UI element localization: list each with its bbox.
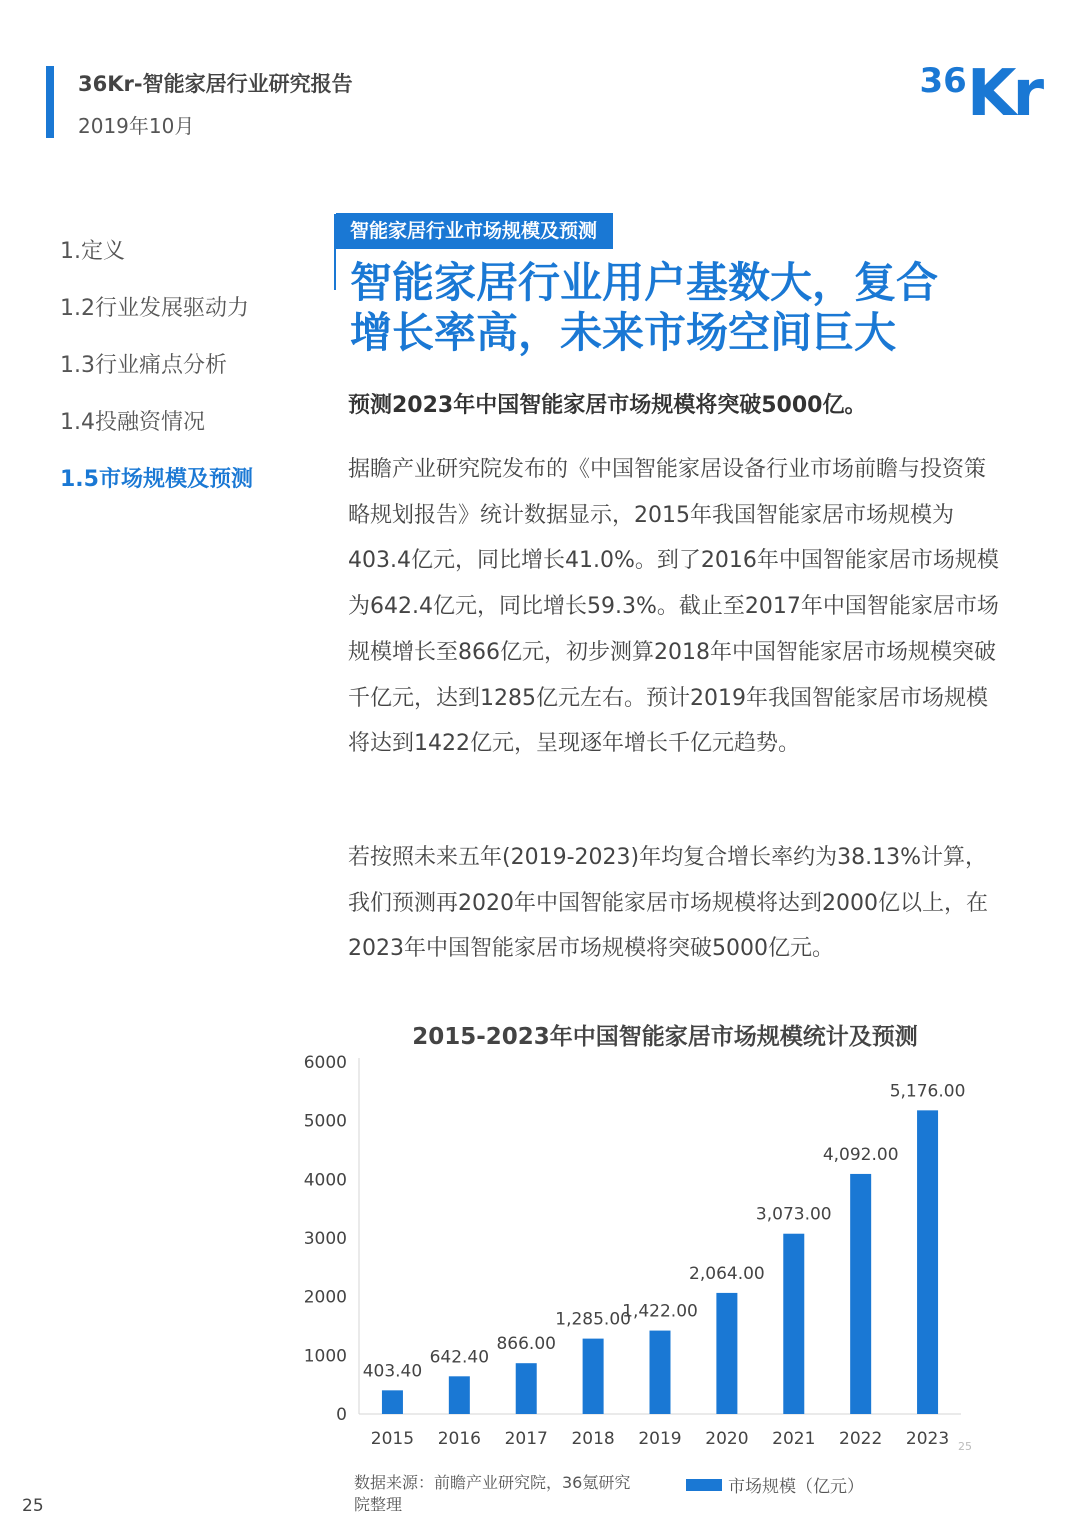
- bar-2018: [583, 1339, 604, 1414]
- bar-2021: [783, 1234, 804, 1414]
- data-label-2023: 5,176.00: [889, 1081, 966, 1102]
- data-label-2020: 2,064.00: [689, 1263, 765, 1284]
- body-paragraph-2: 若按照未来五年(2019-2023)年均复合增长率约为38.13%计算，我们预测再2020年中国智能家居市场规模将达到2000亿以上，在2023年中国智能家居市场规模将突破5000亿元。: [348, 845, 988, 962]
- y-tick-label: 3000: [303, 1229, 347, 1249]
- data-label-2015: 403.40: [362, 1361, 423, 1382]
- x-tick-label-2015: 2015: [370, 1429, 415, 1449]
- x-tick-label-2017: 2017: [504, 1429, 548, 1449]
- body-paragraph-1: 据瞻产业研究院发布的《中国智能家居设备行业市场前瞻与投资策略规划报告》统计数据显示，2015年我国智能家居市场规模为403.4亿元，同比增长41.0%。到了2016年中国智能家居市场规模为642.4亿元，同比增长59.3%。截止至2017年中国智能家居市场规模增长至866亿元，初步测算2018年中国智能家居市场规模突破千亿元，达到1285亿元左右。预计2019年我国智能家居市场规模将达到1422亿元，呈现逐年增长千亿元趋势。: [348, 457, 999, 757]
- bar-2016: [449, 1376, 470, 1414]
- x-tick-label-2016: 2016: [437, 1429, 481, 1449]
- toc-item-financing[interactable]: 1.4投融资情况: [60, 410, 205, 435]
- page-number-small: 25: [958, 1440, 972, 1453]
- report-title: 36Kr-智能家居行业研究报告: [78, 72, 353, 96]
- legend-label: 市场规模（亿元）: [728, 1477, 864, 1497]
- bar-2019: [650, 1331, 671, 1414]
- data-label-2019: 1,422.00: [622, 1301, 698, 1322]
- market-size-bar-chart: [290, 1040, 980, 1460]
- y-tick-label: 6000: [303, 1053, 347, 1073]
- x-tick-label-2018: 2018: [571, 1429, 615, 1449]
- toc-item-definition[interactable]: 1.定义: [60, 239, 125, 264]
- headline: [350, 258, 1010, 358]
- x-tick-label-2021: 2021: [772, 1429, 816, 1449]
- y-tick-label: 2000: [303, 1287, 347, 1308]
- bar-2015: [382, 1390, 403, 1414]
- logo-36kr: [919, 56, 1040, 131]
- bar-2022: [850, 1174, 871, 1414]
- toc-item-drivers[interactable]: 1.2行业发展驱动力: [60, 296, 249, 321]
- subheadline: 预测2023年中国智能家居市场规模将突破5000亿。: [348, 393, 867, 418]
- data-label-2018: 1,285.00: [555, 1309, 631, 1330]
- toc-item-market-size[interactable]: 1.5市场规模及预测: [60, 467, 253, 492]
- data-label-2016: 642.40: [429, 1347, 490, 1368]
- y-tick-label: 4000: [303, 1170, 347, 1191]
- y-tick-label: 1000: [303, 1346, 347, 1367]
- data-label-2022: 4,092.00: [822, 1144, 899, 1165]
- chart-legend: [686, 1472, 864, 1497]
- bar-2020: [716, 1293, 737, 1414]
- y-tick-label: 5000: [303, 1111, 347, 1132]
- table-of-contents: [60, 236, 320, 521]
- bar-2023: [917, 1110, 938, 1414]
- page-number: 25: [22, 1496, 44, 1516]
- data-label-2021: 3,073.00: [755, 1204, 832, 1225]
- headline-line-1: 智能家居行业用户基数大，复合: [350, 258, 939, 307]
- header-accent-bar: [46, 66, 54, 138]
- x-tick-label-2023: 2023: [905, 1429, 950, 1449]
- data-source-note: 数据来源：前瞻产业研究院，36氪研究院整理: [354, 1473, 631, 1514]
- chart-title: 2015-2023年中国智能家居市场规模统计及预测: [412, 1024, 918, 1050]
- x-tick-label-2019: 2019: [638, 1429, 682, 1449]
- headline-line-2: 增长率高，未来市场空间巨大: [350, 308, 897, 357]
- toc-item-pain-points[interactable]: 1.3行业痛点分析: [60, 353, 227, 378]
- x-tick-label-2022: 2022: [839, 1429, 883, 1449]
- report-date: 2019年10月: [78, 114, 195, 138]
- logo-number: 36: [919, 61, 967, 101]
- section-tag: 智能家居行业市场规模及预测: [336, 213, 613, 249]
- bar-2017: [516, 1363, 537, 1414]
- x-tick-label-2020: 2020: [705, 1429, 749, 1449]
- logo-letters: Kr: [966, 57, 1040, 131]
- data-label-2017: 866.00: [496, 1334, 556, 1355]
- legend-swatch: [686, 1479, 722, 1491]
- y-tick-label: 0: [336, 1405, 347, 1425]
